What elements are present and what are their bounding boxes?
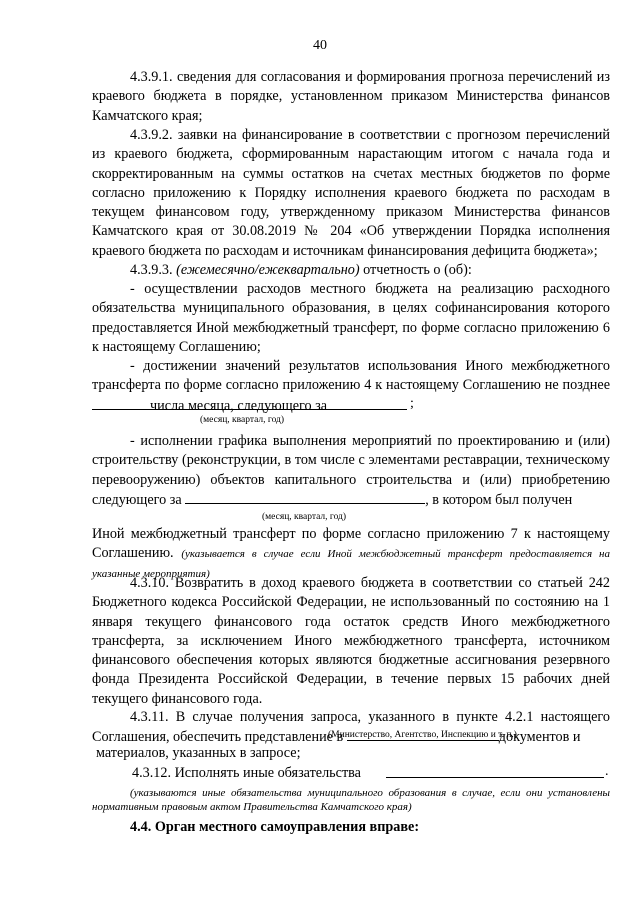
reporting-period: (ежемесячно/ежеквартально) [176,262,360,278]
page-number: 40 [313,38,327,53]
obligations-blank [386,777,604,778]
paragraph-4-3-9-2: 4.3.9.2. заявки на финансирование в соответствии с прогнозом перечислений из краевого бюджета, сформированным нарастающим итогом с начала года и скорректированным на суммы остатков на счетах местных бюджетов по форме согласно приложению к Порядку исполнения краевого бюджета по расходам в текущем финансовом году, утвержденному приказом Министерства финансов Камчатского края от 30.08.2019 № 204 «Об утверждении Порядка исполнения краевого бюджета по расходам и источникам финансирования дефицита бюджета»; [92,127,610,259]
paragraph-expenses-report: - осуществлении расходов местного бюджета на реализацию расходного обязательства муниципального образования, в целях софинансирования которого предоставляется Иной межбюджетный трансферт, по форме согласно приложению 6 к настоящему Соглашению; [92,281,610,355]
paragraph-4-3-11: 4.3.11. В случае получения запроса, указанного в пункте 4.2.1 настоящего Соглашения, обеспечить представление в документов и [92,709,610,746]
month-blank-1 [92,409,407,410]
day-blank-1 [92,396,150,410]
caption-ministry: (Министерство, Агентство, Инспекцию и т. п.) [328,730,517,740]
paragraph-schedule-report: - исполнении графика выполнения мероприятий по проектированию и (или) строительству (реконструкции, в том числе с элементами реставрации, техническому перевооружению) объектов капитального строительства и (или) приобретению [92,432,610,490]
paragraph-transfer-annex: Иной межбюджетный трансферт по форме согласно приложению 7 к настоящему Соглашению. (указывается в случае если Иной межбюджетный трансферт предоставляется на указанные мероприятия) [92,526,611,580]
paragraph-4-3-10: 4.3.10. Возвратить в доход краевого бюджета в соответствии со статьей 242 Бюджетного кодекса Российской Федерации, не использованный по состоянию на 1 января текущего финансового года остаток средств Иного межбюджетного трансферта, за исключением Иного межбюджетного трансферта, источником финансового обеспечения которых являются бюджетные ассигнования резервного фонда Президента Российской Федерации, в течение первых 15 рабочих дней текущего финансового года. [92,575,610,707]
annex-note: (указывается в случае если Иной межбюджетный трансферт предоставляется на указанные мероприятия) [92,548,611,580]
paragraph-materials: материалов, указанных в запросе; [96,745,301,761]
other-obligations-note: (указываются иные обязательства муниципального образования в случае, если они установлены нормативным правовым актом Правительства Камчатского края) [92,787,610,813]
paragraph-results-report: - достижении значений результатов использования Иного межбюджетного трансферта по форме согласно приложению 4 к настоящему Соглашению не позднее числа месяца, следующего за [92,358,610,414]
paragraph-4-3-12: 4.3.12. Исполнять иные обязательства [132,765,361,781]
month-blank-2 [185,490,425,504]
paragraph-4-3-9-3: 4.3.9.3. (ежемесячно/ежеквартально) отчетность о (об): [130,262,472,278]
document-page: 40 4.3.9.1. сведения для согласования и формирования прогноза перечислений из краевого бюджета в порядке, установленном приказом Министерства финансов Камчатского края; 4.3.9.2. заявки на финансирование в соответствии с прогнозом перечислений из краевого бюджета, сформированным нарастающим итогом с начала года и скорректированным на суммы остатков на счетах местных бюджетов по форме согласно приложению к Порядку исполнения краевого бюджета по расходам в текущем финансовом году, утвержденному приказом Министерства финансов Камчатского края от 30.08.2019 № 204 «Об утверждении Порядка исполнения краевого бюджета по расходам и источникам финансирования дефицита бюджета»; 4.3.9.3. (ежемесячно/ежеквартально) отчетность о (об): - осуществлении расходов местного бюджета на реализацию расходного обязательства муниципального образования, в целях софинансирования которого предоставляется Иной межбюджетный трансферт, по форме согласно приложению 6 к настоящему Соглашению; - достижении значений результатов использования Иного межбюджетного трансферта по форме согласно приложению 4 к настоящему Соглашению не позднее числа месяца, следующего за ; (месяц, квартал, год) - исполнении графика выполнения мероприятий по проектированию и (или) строительству (реконструкции, в том числе с элементами реставрации, техническому перевооружению) объектов капитального строительства и (или) приобретению следующего за , в котором был получен (месяц, квартал, год) Иной межбюджетный трансферт по форме согласно приложению 7 к настоящему Соглашению. (указывается в случае если Иной межбюджетный трансферт предоставляется на указанные мероприятия) 4.3.10. Возвратить в доход краевого бюджета в соответствии со статьей 242 Бюджетного кодекса Российской Федерации, не использованный по состоянию на 1 января текущего финансового года остаток средств Иного межбюджетного трансферта, за исключением Иного межбюджетного трансферта, источником финансового обеспечения которых являются бюджетные ассигнования резервного фонда Президента Российской Федерации, в течение первых 15 рабочих дней текущего финансового года. 4.3.11. В случае получения запроса, указанного в пункте 4.2.1 настоящего Соглашения, обеспечить представление в документов и (Министерство, Агентство, Инспекцию и т. п.) материалов, указанных в запросе; 4.3.12. Исполнять иные обязательства . (указываются иные обязательства муниципального образования в случае, если они установлены нормативным правовым актом Правительства Камчатского края) 4.4. Орган местного самоуправления вправе: [0,0,640,905]
section-4-4-heading: 4.4. Орган местного самоуправления вправе: [130,819,420,835]
caption-month-2: (месяц, квартал, год) [262,512,347,522]
caption-month-1: (месяц, квартал, год) [200,415,285,425]
paragraph-4-3-9-1: 4.3.9.1. сведения для согласования и формирования прогноза перечислений из краевого бюджета в порядке, установленном приказом Министерства финансов Камчатского края; [92,69,610,124]
